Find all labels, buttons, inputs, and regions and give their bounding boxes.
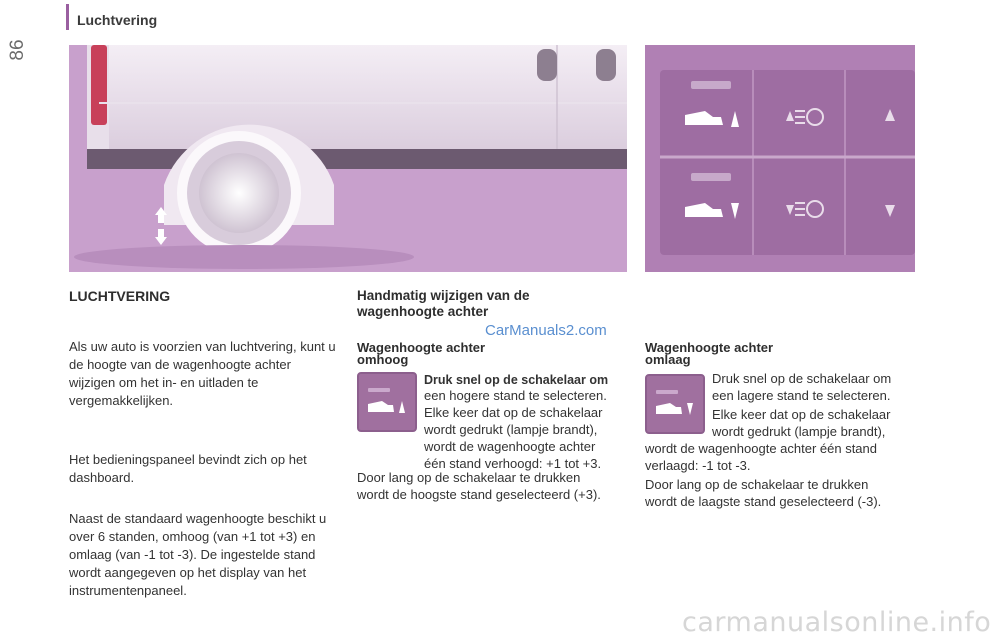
raise-subheading-line2: omhoog bbox=[357, 352, 409, 367]
raise-long-press-line2: wordt de hoogste stand geselecteerd (+3). bbox=[357, 487, 601, 502]
raise-line-1: een hogere stand te selecteren. bbox=[424, 388, 607, 403]
positions-paragraph: Naast de standaard wagenhoogte beschikt u over 6 standen, omhoog (van +1 tot +3) en omlaag (van -1 tot -3). De ingestelde stand wordt aangegeven op het display van het instrumentenpaneel. bbox=[69, 511, 327, 598]
control-panel-illustration bbox=[645, 45, 915, 272]
raise-switch-thumbnail bbox=[357, 372, 417, 432]
van-up-icon bbox=[362, 382, 412, 422]
raise-subheading-line1: Wagenhoogte achter bbox=[357, 340, 486, 355]
lower-switch-thumbnail bbox=[645, 374, 705, 434]
watermark-carmanualsonline: carmanualsonline.info bbox=[682, 607, 991, 638]
raise-line-4: wordt de wagenhoogte achter bbox=[424, 439, 596, 454]
raise-instruction-bold: Druk snel op de schakelaar om bbox=[424, 373, 609, 387]
manual-heading-line2: wagenhoogte achter bbox=[357, 304, 489, 319]
raise-line-2: Elke keer dat op de schakelaar bbox=[424, 405, 603, 420]
raise-long-press-line1: Door lang op de schakelaar te drukken bbox=[357, 470, 581, 485]
van-down-icon bbox=[650, 384, 700, 424]
lower-line-1: Druk snel op de schakelaar om bbox=[712, 371, 892, 386]
lower-long-press-line2: wordt de laagste stand geselecteerd (-3). bbox=[645, 494, 882, 509]
van-wheel-illustration bbox=[69, 45, 627, 272]
header-title: Luchtvering bbox=[77, 12, 158, 28]
van-wheel-drawing bbox=[69, 45, 627, 272]
intro-paragraph: Als uw auto is voorzien van luchtvering, kunt u de hoogte van de wagenhoogte achter wijzigen om het in- en uitladen te vergemakkelijken. bbox=[69, 339, 336, 408]
lower-long-press-line1: Door lang op de schakelaar te drukken bbox=[645, 477, 869, 492]
lower-line-2: een lagere stand te selecteren. bbox=[712, 388, 891, 403]
lower-subheading-line1: Wagenhoogte achter bbox=[645, 340, 774, 355]
control-panel-drawing bbox=[645, 45, 915, 272]
header-accent-bar bbox=[66, 4, 69, 30]
watermark-carmanuals2: CarManuals2.com bbox=[485, 322, 607, 339]
lower-subheading-line2: omlaag bbox=[645, 352, 691, 367]
page-number: 86 bbox=[7, 39, 28, 61]
lower-line-3: Elke keer dat op de schakelaar bbox=[712, 407, 891, 422]
section-heading: LUCHTVERING bbox=[69, 288, 171, 304]
manual-heading-line1: Handmatig wijzigen van de bbox=[357, 288, 530, 303]
lower-line-4: wordt gedrukt (lampje brandt), bbox=[712, 424, 886, 439]
lower-line-5: wordt de wagenhoogte achter één stand bbox=[645, 441, 878, 456]
lower-line-6: verlaagd: -1 tot -3. bbox=[645, 458, 751, 473]
dashboard-paragraph: Het bedieningspaneel bevindt zich op het dashboard. bbox=[69, 452, 307, 485]
raise-line-5: één stand verhoogd: +1 tot +3. bbox=[424, 456, 602, 471]
raise-line-3: wordt gedrukt (lampje brandt), bbox=[424, 422, 598, 437]
